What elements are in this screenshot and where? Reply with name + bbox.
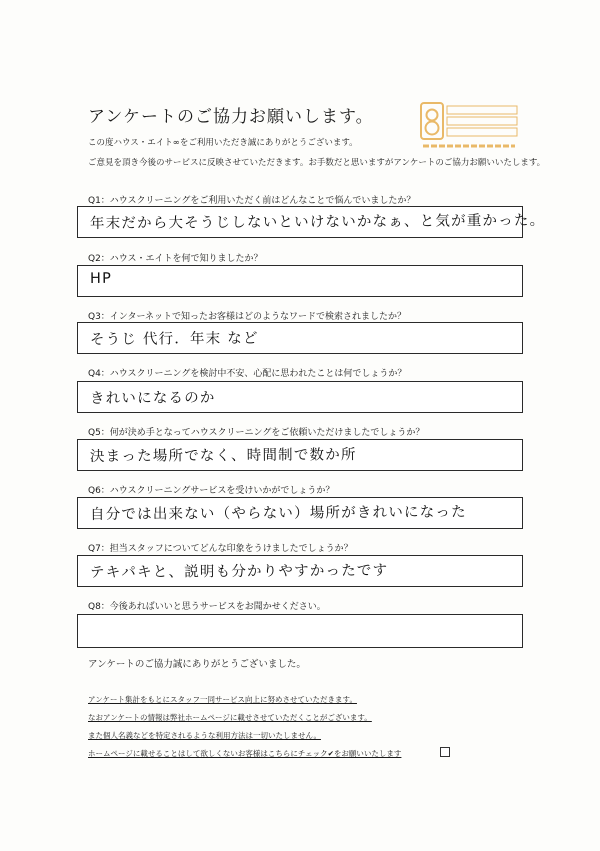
notice-line-3: また個人名義などを特定されるような利用方法は一切いたしません。 (88, 731, 321, 740)
publish-optout-checkbox[interactable] (440, 747, 450, 757)
question-2-answer-box[interactable] (77, 265, 523, 297)
question-1-label: Q1：ハウスクリーニングをご利用いただく前はどんなことで悩んでいましたか？ (88, 196, 416, 206)
notice-line-4: ホームページに載せることはして欲しくないお客様はこちらにチェック✔をお願いいたします (88, 749, 402, 758)
question-3-label: Q3：インターネットで知ったお客様はどのようなワードで検索されましたか？ (88, 312, 407, 322)
notice-line-1: アンケート集計をもとにスタッフ一同サービス向上に努めさせていただきます。 (88, 695, 357, 704)
intro-line-2: ご意見を頂き今後のサービスに反映させていただきます。お手数だと思いますがアンケートのご協力お願いいたします。 (88, 158, 546, 168)
question-1-answer: 年末だから大そうじしないといけないかなぁ、と気が重かった。 (89, 212, 546, 232)
company-logo (419, 100, 519, 155)
question-8-answer-box[interactable] (77, 614, 523, 648)
notice-line-2: なおアンケートの情報は弊社ホームページに載せさせていただくことがございます。 (88, 713, 372, 722)
question-4-answer-box[interactable] (77, 381, 523, 413)
question-7-label: Q7：担当スタッフについてどんな印象をうけましたでしょうか？ (88, 544, 353, 554)
question-7-answer-box[interactable] (77, 555, 523, 587)
question-3-answer: そうじ 代行．年末 など (89, 330, 259, 348)
question-8-label: Q8：今後あればいいと思うサービスをお聞かせください。 (88, 602, 326, 612)
question-5-answer: 決まった場所でなく、時間制で数か所 (89, 447, 357, 465)
page-title: アンケートのご協力お願いします。 (88, 107, 374, 127)
question-6-label: Q6：ハウスクリーニングサービスを受けいかがでしょうか？ (88, 486, 335, 496)
question-7-answer: テキパキと、説明も分かりやすかったです (89, 562, 389, 581)
intro-line-1: この度ハウス・エイト∞をご利用いただき誠にありがとうございます。 (88, 138, 358, 148)
question-5-label: Q5：何が決め手となってハウスクリーニングをご依頼いただけましたでしょうか？ (88, 428, 425, 438)
question-2-label: Q2：ハウス・エイトを何で知りましたか？ (88, 254, 263, 264)
question-1-answer-box[interactable] (77, 206, 546, 238)
question-2-answer: HP (89, 270, 113, 287)
question-4-answer: きれいになるのか (89, 390, 216, 407)
question-6-answer: 自分では出来ない（やらない）場所がきれいになった (89, 504, 467, 523)
question-5-answer-box[interactable] (77, 439, 523, 471)
question-6-answer-box[interactable] (77, 497, 523, 529)
question-3-answer-box[interactable] (77, 322, 523, 354)
thanks-message: アンケートのご協力誠にありがとうございました。 (88, 659, 306, 670)
logo-mark (419, 100, 519, 155)
question-4-label: Q4：ハウスクリーニングを検討中不安、心配に思われたことは何でしょうか？ (88, 369, 407, 379)
